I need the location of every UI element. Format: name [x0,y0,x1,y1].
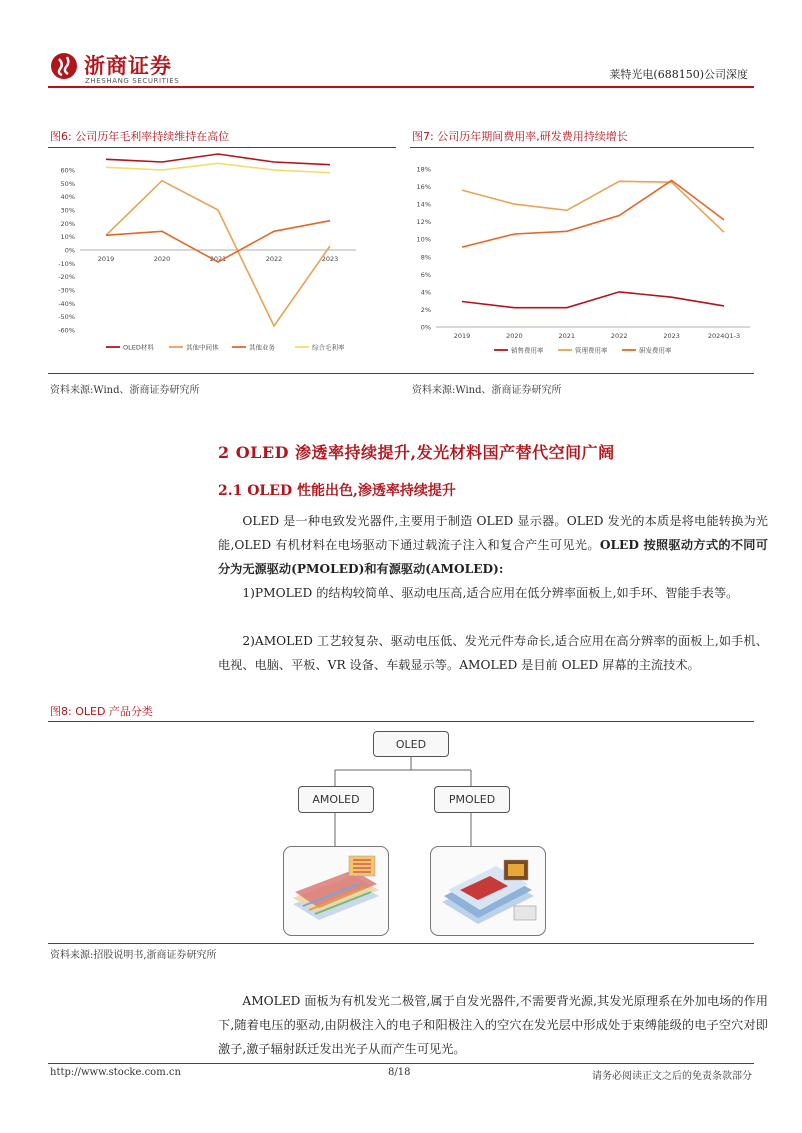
x-tick-label: 2024Q1-3 [707,332,741,340]
tree-connector-lines [300,756,540,788]
pmoled-box: PMOLED [434,786,510,813]
y-tick-label: 60% [60,166,75,175]
legend-label: 综合毛利率 [312,343,345,352]
y-tick-label: -30% [58,286,75,295]
y-tick-label: 0% [420,323,431,332]
amoled-structure-image [283,846,389,936]
x-tick-label: 2022 [610,332,628,340]
y-tick-label: 50% [60,179,75,188]
legend-label: 研发费用率 [639,346,672,355]
paragraph-oled-intro-bold: OLED 按照驱动方式的不同可分为无源驱动(PMOLED)和有源驱动(AMOLED): [218,538,768,576]
footer-url[interactable]: http://www.stocke.com.cn [50,1067,181,1078]
x-tick-label: 2019 [97,255,115,263]
y-tick-label: 10% [416,235,431,244]
y-tick-label: -40% [58,299,75,308]
x-tick-label: 2023 [663,332,680,340]
paragraph-amoled: 2)AMOLED 工艺较复杂、驱动电压低、发光元件寿命长,适合应用在高分辨率的面板上,如手机、电视、电脑、平板、VR 设备、车载显示等。AMOLED 是目前 OLED 屏幕的主流技术。 [218,634,768,672]
oled-root-box: OLED [373,731,449,757]
logo-text: 浙商证券 [84,54,172,78]
subsection-heading: 2.1 OLED 性能出色,渗透率持续提升 [218,483,456,499]
series-line [106,181,330,326]
y-tick-label: 4% [420,288,431,297]
fig8-caption: 图8: OLED 产品分类 [50,705,153,718]
y-tick-label: -10% [58,259,75,268]
y-tick-label: 6% [420,270,431,279]
y-tick-label: 14% [416,200,431,209]
fig-row-bottom-rule [48,373,754,374]
legend-label: 其他中间体 [186,343,219,352]
fig7-caption: 图7: 公司历年期间费用率,研发费用持续增长 [412,130,628,143]
x-tick-label: 2021 [209,255,227,263]
y-tick-label: 40% [60,193,75,202]
y-tick-label: -20% [58,273,75,282]
y-tick-label: 12% [416,218,431,227]
report-title: 莱特光电(688150)公司深度 [609,68,748,81]
series-line [106,163,330,172]
y-tick-label: 2% [420,305,431,314]
expense-ratio-chart [410,150,756,365]
x-tick-label: 2023 [321,255,339,263]
y-tick-label: -60% [58,326,75,335]
page-number: 8/18 [388,1067,411,1078]
y-tick-label: -50% [58,313,75,322]
footer-disclaimer: 请务必阅读正文之后的免责条款部分 [592,1071,752,1082]
y-tick-label: 20% [60,219,75,228]
x-tick-label: 2021 [558,332,576,340]
tree-connector-lines-lower [300,812,540,848]
legend-label: 其他业务 [249,343,275,352]
fig6-top-rule [48,147,396,148]
x-tick-label: 2020 [153,255,171,263]
fig7-source: 资料来源:Wind、浙商证券研究所 [412,385,562,396]
series-line [462,180,724,247]
y-tick-label: 16% [416,183,431,192]
series-line [462,181,724,232]
paragraph-oled-intro-text: OLED 是一种电致发光器件,主要用于制造 OLED 显示器。OLED 发光的本质是将电能转换为光能,OLED 有机材料在电场驱动下通过载流子注入和复合产生可见光。 [218,514,768,552]
x-tick-label: 2022 [265,255,283,263]
y-tick-label: 8% [420,253,431,262]
legend-label: 销售费用率 [511,346,544,355]
x-tick-label: 2020 [506,332,523,340]
legend-label: OLED材料 [123,343,154,352]
legend-label: 管理费用率 [575,346,608,355]
fig6-caption: 图6: 公司历年毛利率持续维持在高位 [50,130,230,143]
y-tick-label: 10% [60,233,75,242]
fig8-source: 资料来源:招股说明书,浙商证券研究所 [50,950,217,961]
header-divider [48,86,754,88]
footer-rule [48,1063,754,1064]
amoled-box: AMOLED [298,786,374,813]
paragraph-amoled-principle: AMOLED 面板为有机发光二极管,属于自发光器件,不需要背光源,其发光原理系在外加电场的作用下,随着电压的驱动,由阴极注入的电子和阳极注入的空穴在发光层中形成处于束缚能级的电子空穴对即激子,激子辐射跃迁发出光子从而产生可见光。 [218,994,768,1056]
y-tick-label: 30% [60,206,75,215]
section-heading: 2 OLED 渗透率持续提升,发光材料国产替代空间广阔 [218,443,615,462]
paragraph-pmoled: 1)PMOLED 的结构较简单、驱动电压高,适合应用在低分辨率面板上,如手环、智能手表等。 [242,586,739,600]
series-line [462,292,724,308]
zheshang-logo-icon [50,52,78,80]
pmoled-structure-image [430,846,546,936]
paragraph-oled-intro [218,509,768,581]
x-tick-label: 2019 [453,332,471,340]
y-tick-label: 0% [64,246,75,255]
gross-margin-chart [48,150,398,365]
fig7-top-rule [410,147,754,148]
fig8-bottom-rule [48,943,754,944]
fig8-top-rule [48,721,754,722]
logo-english-text: ZHESHANG SECURITIES [85,77,180,85]
y-tick-label: 18% [416,165,431,174]
fig6-source: 资料来源:Wind、浙商证券研究所 [50,385,200,396]
